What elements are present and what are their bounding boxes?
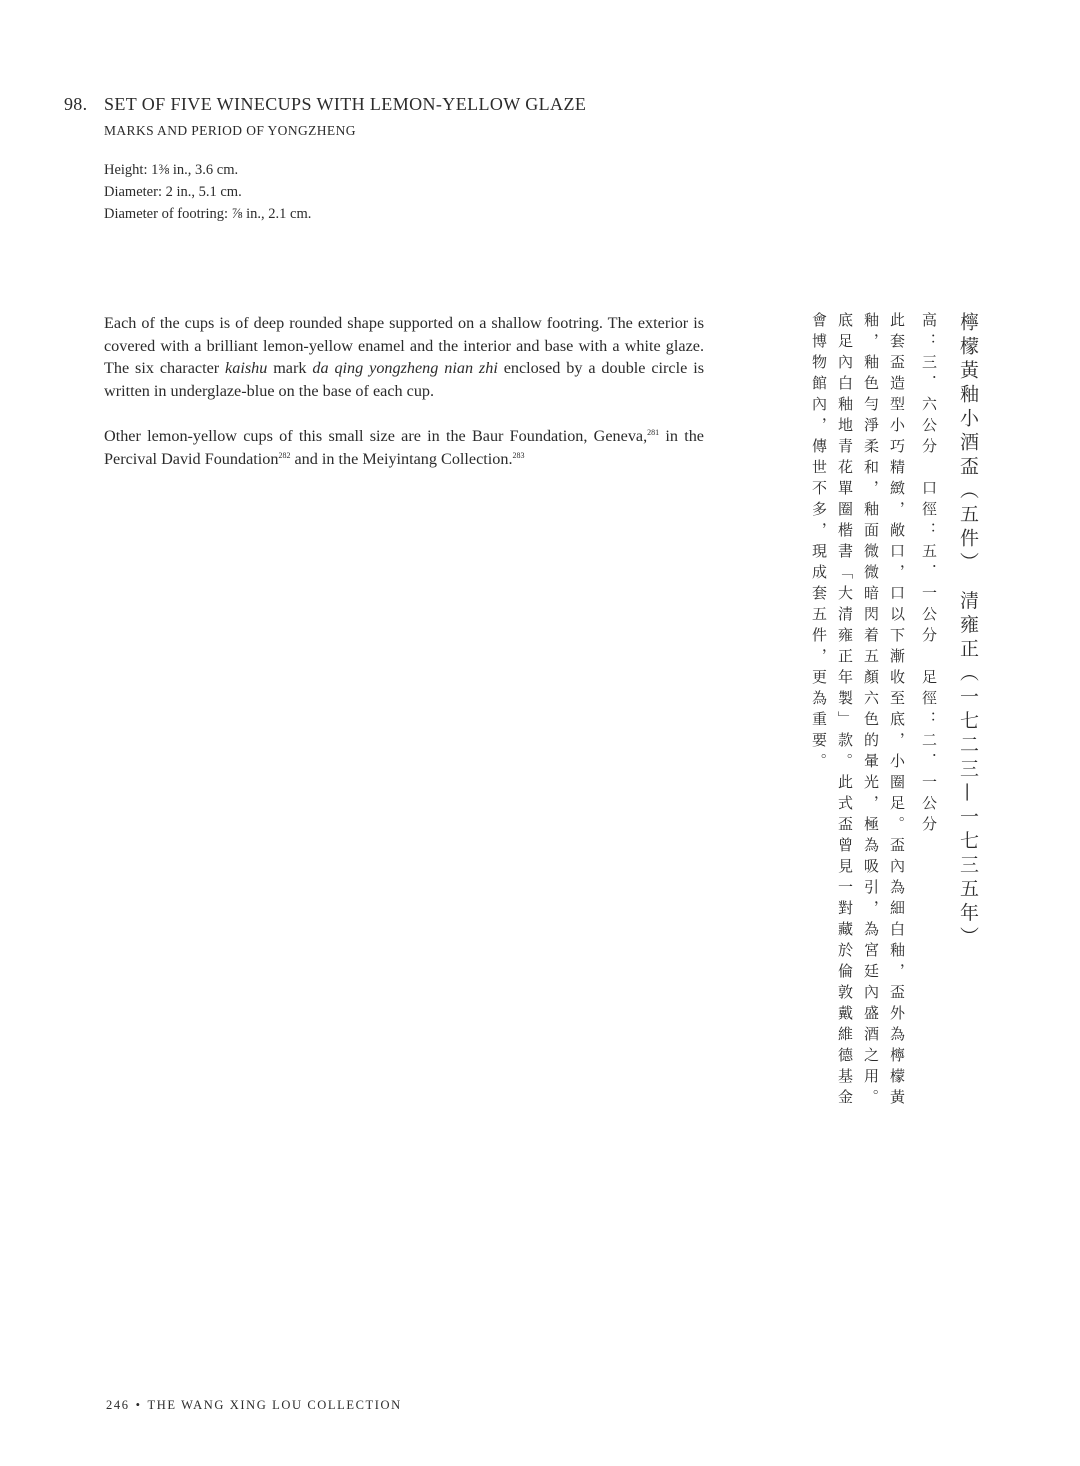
entry-number: 98. xyxy=(64,94,88,114)
page-number: 246 xyxy=(106,1398,130,1412)
description-text: in the Percival David Foundation xyxy=(104,427,704,468)
kaishu-term: kaishu xyxy=(225,359,268,377)
description-text: Other lemon-yellow cups of this small size are in the Baur Foundation, Geneva, xyxy=(104,427,648,445)
description-paragraph-1 xyxy=(104,312,704,402)
chinese-dimensions: 高：三．六公分 口徑：五．一公分 足徑：二．一公分 xyxy=(920,312,938,837)
entry-subtitle: MARKS AND PERIOD OF YONGZHENG xyxy=(104,123,356,138)
mark-transliteration: da qing yongzheng nian zhi xyxy=(312,359,498,377)
entry-title: SET OF FIVE WINECUPS WITH LEMON-YELLOW GLAZE xyxy=(104,94,587,114)
footnote-ref: 281 xyxy=(647,428,660,437)
english-description xyxy=(104,312,704,493)
description-text: Each of the cups is of deep rounded shape supported on a shallow footring. The exterior is covered with a brilliant lemon-yellow enamel and the interior and base with a white glaze. The six character xyxy=(104,314,704,377)
description-text: and in the Meiyintang Collection. xyxy=(290,449,513,468)
diameter-dimension: Diameter: 2 in., 5.1 cm. xyxy=(104,184,242,200)
footring-dimension: Diameter of footring: ⅞ in., 2.1 cm. xyxy=(104,206,312,222)
footer-separator: • xyxy=(135,1398,142,1412)
chinese-description xyxy=(806,312,984,1212)
description-text: mark xyxy=(267,359,313,377)
height-dimension: Height: 1⅜ in., 3.6 cm. xyxy=(104,162,239,178)
chinese-title: 檸檬黃釉小酒盃（五件） 清雍正（一七二三—一七三五年） xyxy=(957,312,979,951)
description-text: enclosed by a double circle is written in underglaze-blue on the base of each cup. xyxy=(104,359,704,400)
chinese-body: 此套盃造型小巧精緻，敞口，口以下漸收至底，小圈足。盃內為細白釉，盃外為檸檬黃釉，釉色勻淨柔和，釉面微微暗閃着五顏六色的暈光，極為吸引，為宮廷內盛酒之用。底足內白釉地青花單圈楷書「大清雍正年製」款。此式盃曾見一對藏於倫敦戴維德基金會博物館內，傳世不多，現成套五件，更為重要。 xyxy=(810,312,906,1110)
description-paragraph-2 xyxy=(104,425,704,470)
footnote-ref: 282 xyxy=(278,450,291,460)
footnote-ref: 283 xyxy=(512,450,525,460)
collection-name: THE WANG XING LOU COLLECTION xyxy=(147,1398,402,1412)
page-footer xyxy=(106,1398,402,1413)
dimensions-list xyxy=(104,159,311,225)
